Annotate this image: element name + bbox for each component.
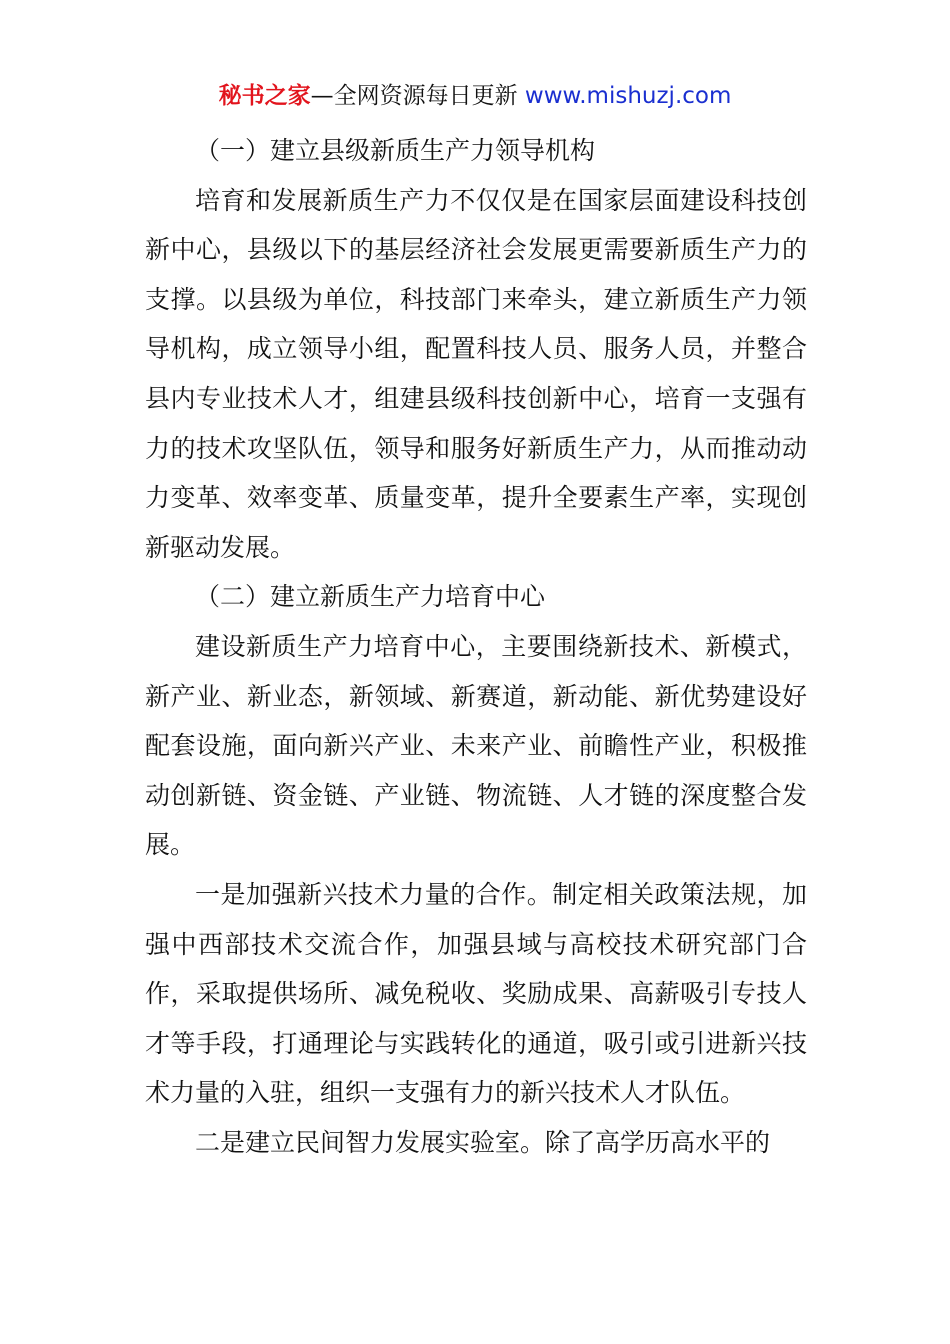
- header-tagline: —全网资源每日更新: [310, 83, 518, 109]
- site-url-link[interactable]: www.mishuzj.com: [524, 83, 732, 109]
- paragraph-2: 建设新质生产力培育中心，主要围绕新技术、新模式，新产业、新业态，新领域、新赛道，新动能、新优势建设好配套设施，面向新兴产业、未来产业、前瞻性产业，积极推动创新链、资金链、产业链、物流链、人才链的深度整合发展。: [145, 631, 807, 860]
- paragraph-3: 一是加强新兴技术力量的合作。制定相关政策法规，加强中西部技术交流合作，加强县域与高校技术研究部门合作，采取提供场所、减免税收、奖励成果、高薪吸引专技人才等手段，打通理论与实践转化的通道，吸引或引进新兴技术力量的入驻，组织一支强有力的新兴技术人才队伍。: [145, 879, 807, 1108]
- section-heading-2: （二）建立新质生产力培育中心: [195, 582, 546, 612]
- site-header: [0, 79, 950, 113]
- paragraph-1: 培育和发展新质生产力不仅仅是在国家层面建设科技创新中心，县级以下的基层经济社会发展更需要新质生产力的支撑。以县级为单位，科技部门来牵头，建立新质生产力领导机构，成立领导小组，配置科技人员、服务人员，并整合县内专业技术人才，组建县级科技创新中心，培育一支强有力的技术攻坚队伍，领导和服务好新质生产力，从而推动动力变革、效率变革、质量变革，提升全要素生产率，实现创新驱动发展。: [145, 185, 807, 562]
- document-body: [145, 126, 807, 1167]
- section-heading-1: （一）建立县级新质生产力领导机构: [195, 136, 596, 165]
- brand-name: 秘书之家: [218, 83, 311, 109]
- paragraph-4: 二是建立民间智力发展实验室。除了高学历高水平的: [195, 1127, 771, 1157]
